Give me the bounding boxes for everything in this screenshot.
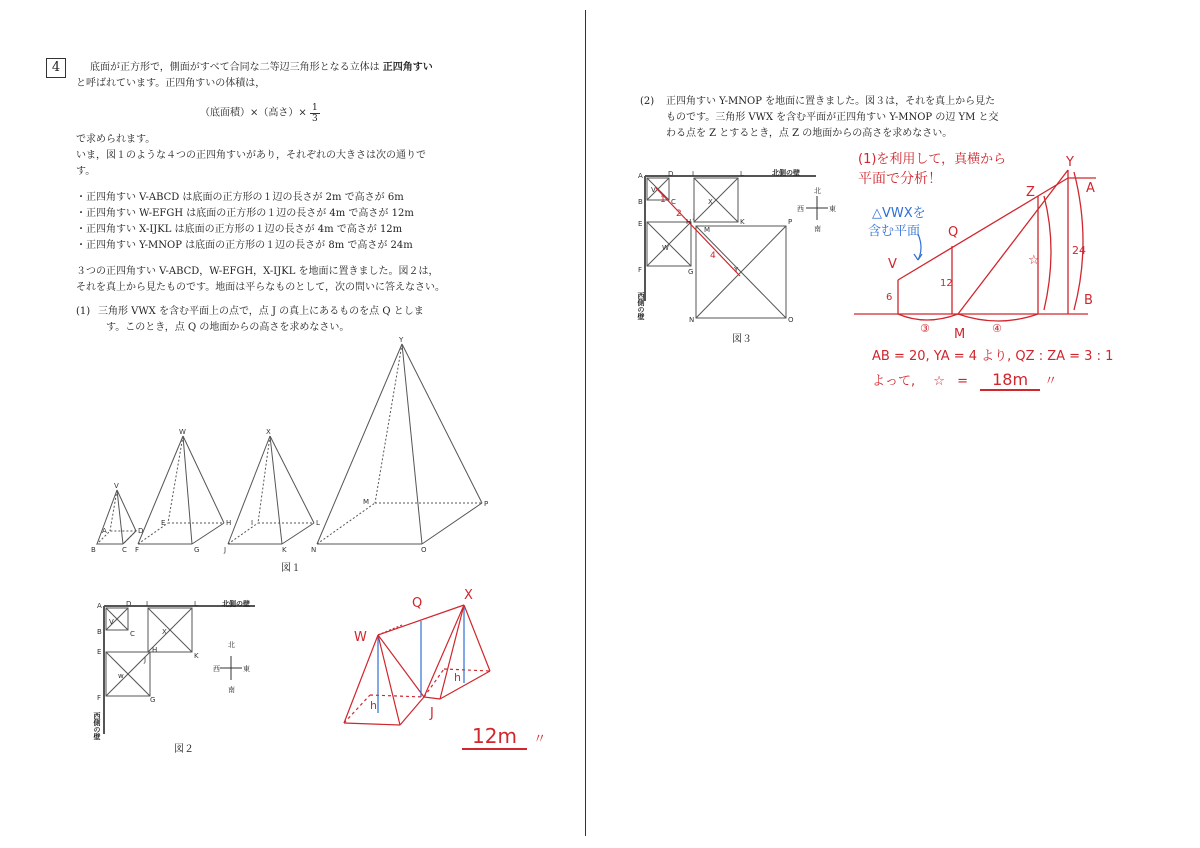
blue-note-line2: 含む平面 [868,224,921,239]
fig2-label-E: E [97,648,102,656]
figure-3 [636,166,836,328]
q1-answer-value: 12m [462,724,527,750]
answer-value: 18m [980,370,1040,391]
fig2-compass-north: 北 [228,641,235,649]
pyramid-spec-1: ・正四角すい V-ABCD は底面の正方形の１辺の長さが 2m で高さが 6m [76,192,404,203]
figure-1 [80,330,520,580]
fig1-label-B: B [91,546,96,554]
diag-label-M: M [954,327,966,342]
fig2-compass-west: 西 [213,665,220,673]
intro-text [90,60,433,76]
fig3-label-O: O [788,316,794,324]
pyramid-spec-3: ・正四角すい X-IJKL は底面の正方形の１辺の長さが 4m で高さが 12m [76,224,403,235]
para2-line1: いま，図１のような４つの正四角すいがあり，それぞれの大きさは次の通りで [76,150,426,161]
fig3-hand-2: 2 [676,209,682,219]
q1-label-X: X [464,588,473,603]
q1-label-h2: h [454,671,461,684]
q1-answer-tail: 〃 [533,732,547,747]
q1-line1: 三角形 VWX を含む平面上の点で，点 J の真上にあるものを点 Q としま [98,306,424,317]
fig3-north-wall: 北側の壁 [772,169,800,177]
fig3-label-D: D [668,170,674,178]
fig3-compass-west: 西 [797,205,804,213]
diag-label-4: ④ [992,322,1002,335]
q1-line2: す。このとき，点 Q の地面からの高さを求めなさい。 [106,322,350,333]
fig2-label-F: F [97,694,102,702]
fig3-west-wall: 西側の壁 [637,292,645,320]
answer-tail: 〃 [1044,374,1058,389]
q1-answer [462,724,546,748]
fig2-label-H: H [152,646,158,654]
intro-term: 正四角すい [382,62,433,73]
fig3-label-L: L [740,170,744,178]
q2-line2: ものです。三角形 VWX を含む平面が正四角すい Y-MNOP の辺 YM と交 [666,112,999,123]
diag-label-12: 12 [940,278,953,289]
para2-line2: す。 [76,166,96,177]
fig2-label-V: V [109,618,114,626]
fig2-label-B: B [97,628,102,636]
fig3-label-H: H [686,218,692,226]
para3-line1: ３つの正四角すい V-ABCD，W-EFGH，X-IJKL を地面に置きました。図２は， [76,266,439,277]
fig3-label-B: B [638,198,643,206]
fig1-label-J: J [224,546,227,554]
q1-label-W: W [354,630,367,645]
fig3-label-Y: Y [734,266,739,274]
compass [220,656,242,680]
answer-star: ☆ [933,374,945,389]
q2-line1: 正四角すい Y-MNOP を地面に置きました。図３は，それを真上から見た [666,96,996,107]
q1-number: (1) [76,306,91,317]
q2-number: (2) [640,96,655,107]
fig2-label-I: I [146,600,149,608]
fig1-label-K: K [282,546,287,554]
fig2-label-K: K [194,652,199,660]
fig1-label-M: M [363,498,370,506]
fig1-label-V: V [114,482,119,490]
fig2-compass-south: 南 [228,686,235,694]
para3-line2: それを真上から見たものです。地面は平らなものとして，次の問いに答えなさい。 [76,282,445,293]
fig1-label-N: N [311,546,317,554]
fig2-label-J: J [144,656,147,664]
q1-label-h1: h [370,699,377,712]
fig1-label-G: G [194,546,200,554]
fig3-label-F: F [638,266,643,274]
side-view-diagram [848,150,1118,346]
fig3-compass-east: 東 [829,205,836,213]
formula-fraction [310,103,320,124]
diag-label-star: ☆ [1028,253,1040,268]
q1-label-Q: Q [412,596,423,611]
fig3-label-G: G [688,268,694,276]
fig1-caption: 図１ [281,563,301,574]
fig1-label-A: A [102,527,107,535]
fig3-label-M: M [704,226,711,234]
fig1-label-O: O [421,546,427,554]
note-line2: 平面で分析！ [858,171,942,187]
page-divider [585,10,586,836]
note-line1: (1)を利用して，真横から [858,152,1007,167]
fig2-label-D: D [126,600,132,608]
q2-line3: わる点を Z とするとき，点 Z の地面からの高さを求めなさい。 [666,128,953,139]
fig3-hand-1: 1 [660,195,666,205]
fig2-caption: 図２ [174,744,194,755]
problem-number: 4 [46,58,66,78]
diag-label-A: A [1086,181,1095,196]
pyramid-x [228,436,314,544]
diag-label-Q: Q [948,225,959,240]
pyramid-w [138,436,224,544]
fig1-label-Y: Y [399,336,404,344]
intro-line1: 底面が正方形で，側面がすべて合同な二等辺三角形となる立体は [90,62,380,73]
fig3-compass-south: 南 [814,225,821,233]
answer-therefore: よって, [872,374,916,389]
diag-label-B: B [1084,293,1093,308]
fig3-caption: 図３ [732,334,752,345]
answer-line1: AB = 20, YA = 4 より, QZ : ZA = 3 : 1 [872,349,1114,364]
formula-den: 3 [311,114,318,124]
diag-label-6: 6 [886,292,893,303]
intro-line2: と呼ばれています。正四角すいの体積は， [76,78,266,89]
fig2-label-G: G [150,696,156,704]
volume-formula [200,103,320,127]
fig1-label-D: D [138,527,144,535]
fig3-label-W: W [662,244,669,252]
fig3-label-P: P [788,218,793,226]
formula-num: 1 [311,103,318,113]
diag-label-3: ③ [920,322,930,335]
fig1-label-X: X [266,428,271,436]
fig3-label-N: N [689,316,695,324]
pyramid-y [317,344,482,544]
fig2-label-W: w [118,672,124,680]
diag-label-24: 24 [1072,244,1086,257]
pyramid-spec-4: ・正四角すい Y-MNOP は底面の正方形の１辺の長さが 8m で高さが 24m [76,240,413,251]
blue-note-line1: △VWXを [872,206,926,221]
fig3-compass-north: 北 [814,187,821,195]
fig1-label-C: C [122,546,127,554]
fig3-label-K: K [740,218,745,226]
fig2-label-L: L [194,600,198,608]
fig1-label-P: P [484,500,489,508]
fig2-west-wall: 西側の壁 [93,712,101,740]
answer-equals: = [957,374,968,389]
pyramid-spec-2: ・正四角すい W-EFGH は底面の正方形の１辺の長さが 4m で高さが 12m [76,208,414,219]
fig3-label-E: E [638,220,643,228]
fig3-compass [806,196,828,220]
fig2-label-C: C [130,630,135,638]
pyramid-v [97,490,136,544]
diag-label-Z: Z [1026,185,1035,200]
fig2-north-wall: 北側の壁 [222,600,250,608]
q1-label-J: J [430,706,434,721]
diag-label-V: V [888,257,897,272]
fig1-label-H: H [226,519,232,527]
formula-main: （底面積）×（高さ）× [200,107,307,119]
fig3-label-J: J [693,212,696,220]
fig3-label-V: V [651,186,656,194]
fig1-label-E: E [161,519,166,527]
fig3-label-X: X [708,198,713,206]
fig1-label-L: L [316,519,320,527]
fig3-label-A: A [638,172,643,180]
fig2-compass-east: 東 [243,665,250,673]
fig1-label-W: W [179,428,186,436]
fig1-label-I: I [251,519,254,527]
after-formula: で求められます。 [76,134,156,145]
fig1-label-F: F [135,546,140,554]
fig3-label-I: I [692,170,695,178]
diag-label-Y: Y [1066,155,1074,170]
answer-line2 [872,370,1057,389]
fig3-label-C: C [671,198,676,206]
fig3-hand-4: 4 [710,251,716,261]
fig2-label-A: A [97,602,102,610]
fig2-label-X: X [162,628,167,636]
